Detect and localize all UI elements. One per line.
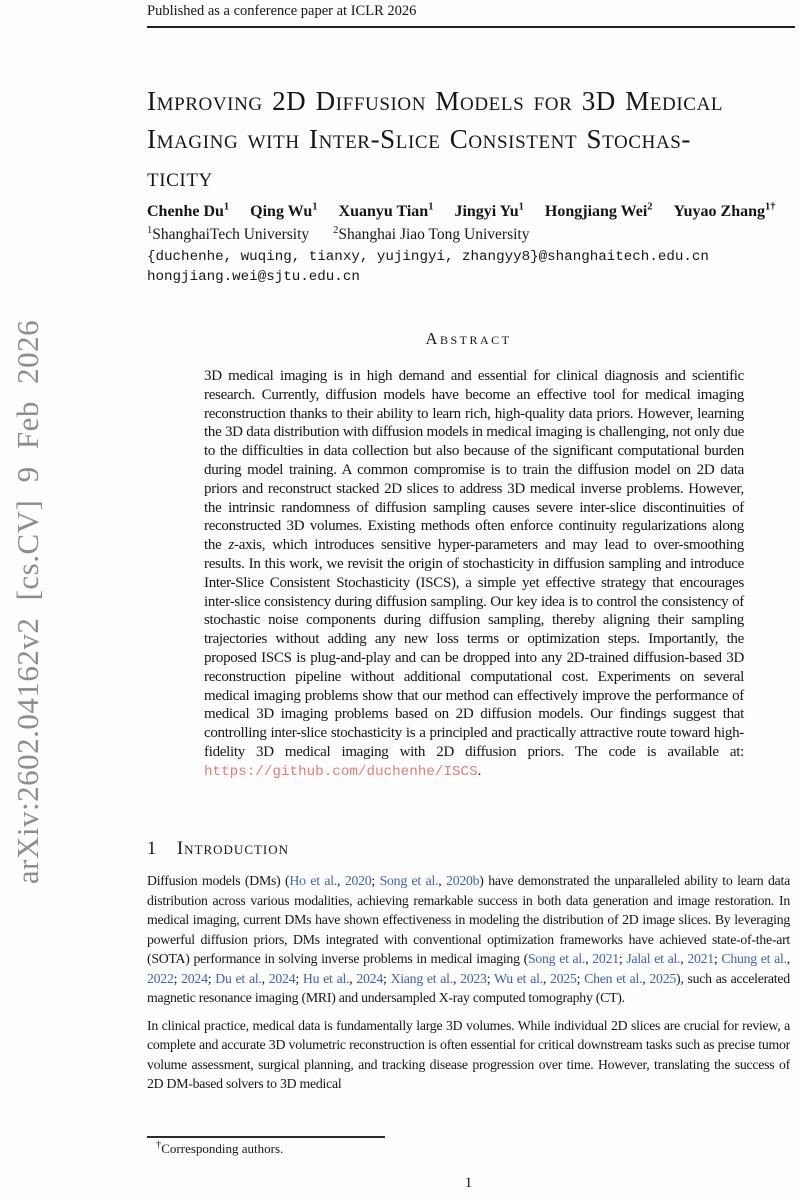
citation-link[interactable]: 2022: [147, 970, 174, 986]
text-run: ,: [337, 873, 345, 888]
section-heading-introduction: [147, 839, 289, 860]
text-run: ), such as accelerated magnetic resonance imaging (MRI) and undersampled X-ray computed tomography (CT).: [147, 970, 790, 1005]
citation-link[interactable]: 2020b: [446, 873, 480, 888]
intro-paragraph-2: [147, 1016, 790, 1094]
text-run: ;: [371, 873, 380, 888]
intro-paragraph-1: [147, 871, 790, 1008]
footnote-text: Corresponding authors.: [161, 1141, 284, 1156]
author-name: Qing Wu$^1$: [250, 201, 318, 220]
header-rule: [147, 26, 795, 28]
math-symbol: z: [228, 537, 235, 554]
author-affiliation-sup: 1†: [764, 201, 776, 213]
page-number: 1: [464, 1175, 473, 1191]
section-number: 1: [147, 839, 157, 859]
citation-link[interactable]: Chung et al.: [721, 951, 787, 966]
author-affiliation-sup: 1: [223, 201, 230, 213]
text-run: ,: [349, 970, 357, 986]
text-run: ;: [173, 970, 182, 986]
author-name: Yuyao Zhang$^{1\dagger}$: [673, 201, 776, 220]
text-run: ;: [486, 970, 494, 986]
citation-link[interactable]: Song et al.: [527, 951, 586, 966]
text-run: ,: [452, 970, 461, 986]
author-name: Chenhe Du$^1$: [147, 201, 230, 220]
citation-link[interactable]: 2024: [268, 970, 296, 986]
citation-link[interactable]: 2024: [356, 970, 383, 986]
section-title: Introduction: [177, 839, 290, 859]
abstract-text: [204, 367, 744, 782]
text-run: Diffusion models (DMs) (: [147, 873, 290, 888]
citation-link[interactable]: Wu et al.: [493, 970, 543, 986]
affiliation-list: [147, 226, 553, 244]
text-run: ,: [542, 970, 550, 986]
email-line-1: {duchenhe, wuqing, tianxy, yujingyi, zhangyy8}@shanghaitech.edu.cn: [147, 249, 709, 265]
text-run: ) have demonstrated the unparalleled ability to learn data distribution across various modalities, achieving remarkable success in both data generation and image restoration. In medical imaging, current DMs have shown effectiveness in modeling the distribution of 2D image slices. By leveraging powerful diffusion priors, DMs integrated with conventional optimization frameworks have achieved state-of-the-art (SOTA) performance in solving inverse problems in medical imaging (: [147, 873, 790, 966]
text-run: ,: [585, 951, 593, 966]
author-affiliation-sup: 2: [647, 201, 653, 213]
text-run: ;: [713, 951, 722, 966]
affiliation-sup: 1: [147, 224, 153, 236]
author-affiliation-sup: 1: [312, 201, 318, 213]
citation-link[interactable]: 2020: [344, 873, 372, 888]
affiliation: $^2$Shanghai Jiao Tong University: [333, 224, 530, 243]
citation-link[interactable]: 2021: [687, 951, 714, 966]
citation-link[interactable]: 2023: [460, 970, 487, 986]
introduction-body: [147, 871, 790, 1133]
email-block: [147, 247, 709, 287]
title-line-1: Improving 2D Diffusion Models for 3D Medical: [147, 86, 724, 116]
author-list: [147, 203, 775, 221]
footnote: [156, 1141, 283, 1157]
text-run: ,: [438, 873, 447, 888]
author-affiliation-sup: 1: [428, 201, 434, 213]
author-name: Hongjiang Wei$^2$: [544, 201, 653, 220]
text-run: ,: [680, 951, 688, 966]
email-line-2: hongjiang.wei@sjtu.edu.cn: [147, 269, 360, 285]
text-run: ;: [295, 970, 303, 986]
citation-link[interactable]: 2025: [649, 970, 676, 986]
author-affiliation-sup: 1: [518, 201, 524, 213]
text-run: In clinical practice, medical data is fundamentally large 3D volumes. While individual 2D slices are crucial for review, a complete and accurate 3D volumetric reconstruction is often essential for critical downstream tasks such as precise tumor volume assessment, surgical planning, and tracking disease progression over time. However, translating the success of 2D DM-based solvers to 3D medical: [147, 1017, 790, 1091]
text-run: 3D medical imaging is in high demand and essential for clinical diagnosis and scientific research. Currently, diffusion models have become an effective tool for medical imaging reconstruction thanks to their ability to learn rich, high-quality data priors. However, learning the 3D data distribution with diffusion models in medical imaging is challenging, not only due to the difficulties in data collection but also because of the significant computational burden during model training. A common compromise is to train the diffusion model on 2D data priors and reconstruct stacked 2D slices to address 3D medical inverse problems. However, the intrinsic randomness of diffusion sampling causes severe inter-slice discontinuities of reconstructed 3D volumes. Existing methods often enforce continuity regularizations along the: [204, 368, 744, 554]
citation-link[interactable]: Hu et al.: [302, 970, 350, 986]
text-run: ,: [261, 970, 269, 986]
author-name: Xuanyu Tian$^1$: [338, 201, 434, 220]
author-name: Jingyi Yu$^1$: [454, 201, 524, 220]
citation-link[interactable]: 2024: [181, 970, 208, 986]
footnote-dagger-marker: †: [156, 1139, 162, 1151]
citation-link[interactable]: Chen et al.: [584, 970, 643, 986]
citation-link[interactable]: 2021: [592, 951, 619, 966]
title-line-3: ticity: [147, 162, 213, 192]
text-run: ;: [382, 970, 391, 986]
citation-link[interactable]: Du et al.: [215, 970, 262, 986]
title-line-2: Imaging with Inter-Slice Consistent Stochas-: [147, 124, 692, 154]
abstract-heading: Abstract: [425, 329, 512, 348]
code-repository-link[interactable]: https://github.com/duchenhe/ISCS: [204, 763, 478, 780]
citation-link[interactable]: Song et al.: [379, 873, 439, 888]
affiliation: $^1$ShanghaiTech University: [147, 224, 310, 243]
paper-title: [147, 82, 797, 196]
footnote-rule: [147, 1136, 385, 1138]
conference-header: Published as a conference paper at ICLR 2026: [147, 3, 417, 19]
citation-link[interactable]: 2025: [550, 970, 577, 986]
arxiv-watermark: arXiv:2602.04162v2 [cs.CV] 9 Feb 2026: [10, 319, 45, 885]
text-run: -axis, which introduces sensitive hyper-parameters and may lead to over-smoothing results. In this work, we revisit the origin of stochasticity in diffusion sampling and introduce Inter-Slice Consistent Stochasticity (ISCS), a simple yet effective strategy that encourages inter-slice consistency during diffusion sampling. Our key idea is to control the consistency of stochastic noise components during diffusion sampling, thereby aligning their sampling trajectories without adding any new loss terms or optimization steps. Importantly, the proposed ISCS is plug-and-play and can be dropped into any 2D-trained diffusion-based 3D reconstruction pipeline without additional computational cost. Experiments on several medical imaging problems show that our method can effectively improve the performance of medical 3D imaging problems based on 2D diffusion models. Our findings suggest that controlling inter-slice stochasticity is a principled and practically attractive route toward high-fidelity 3D medical imaging with 2D diffusion priors. The code is available at:: [204, 537, 744, 760]
text-run: ;: [576, 970, 585, 986]
text-run: ;: [618, 951, 627, 966]
text-run: ,: [786, 951, 790, 966]
citation-link[interactable]: Ho et al.: [289, 873, 338, 888]
citation-link[interactable]: Jalal et al.: [626, 951, 681, 966]
affiliation-sup: 2: [333, 224, 339, 236]
text-run: .: [477, 762, 482, 779]
text-run: ,: [642, 970, 650, 986]
text-run: ;: [207, 970, 216, 986]
citation-link[interactable]: Xiang et al.: [390, 970, 453, 986]
